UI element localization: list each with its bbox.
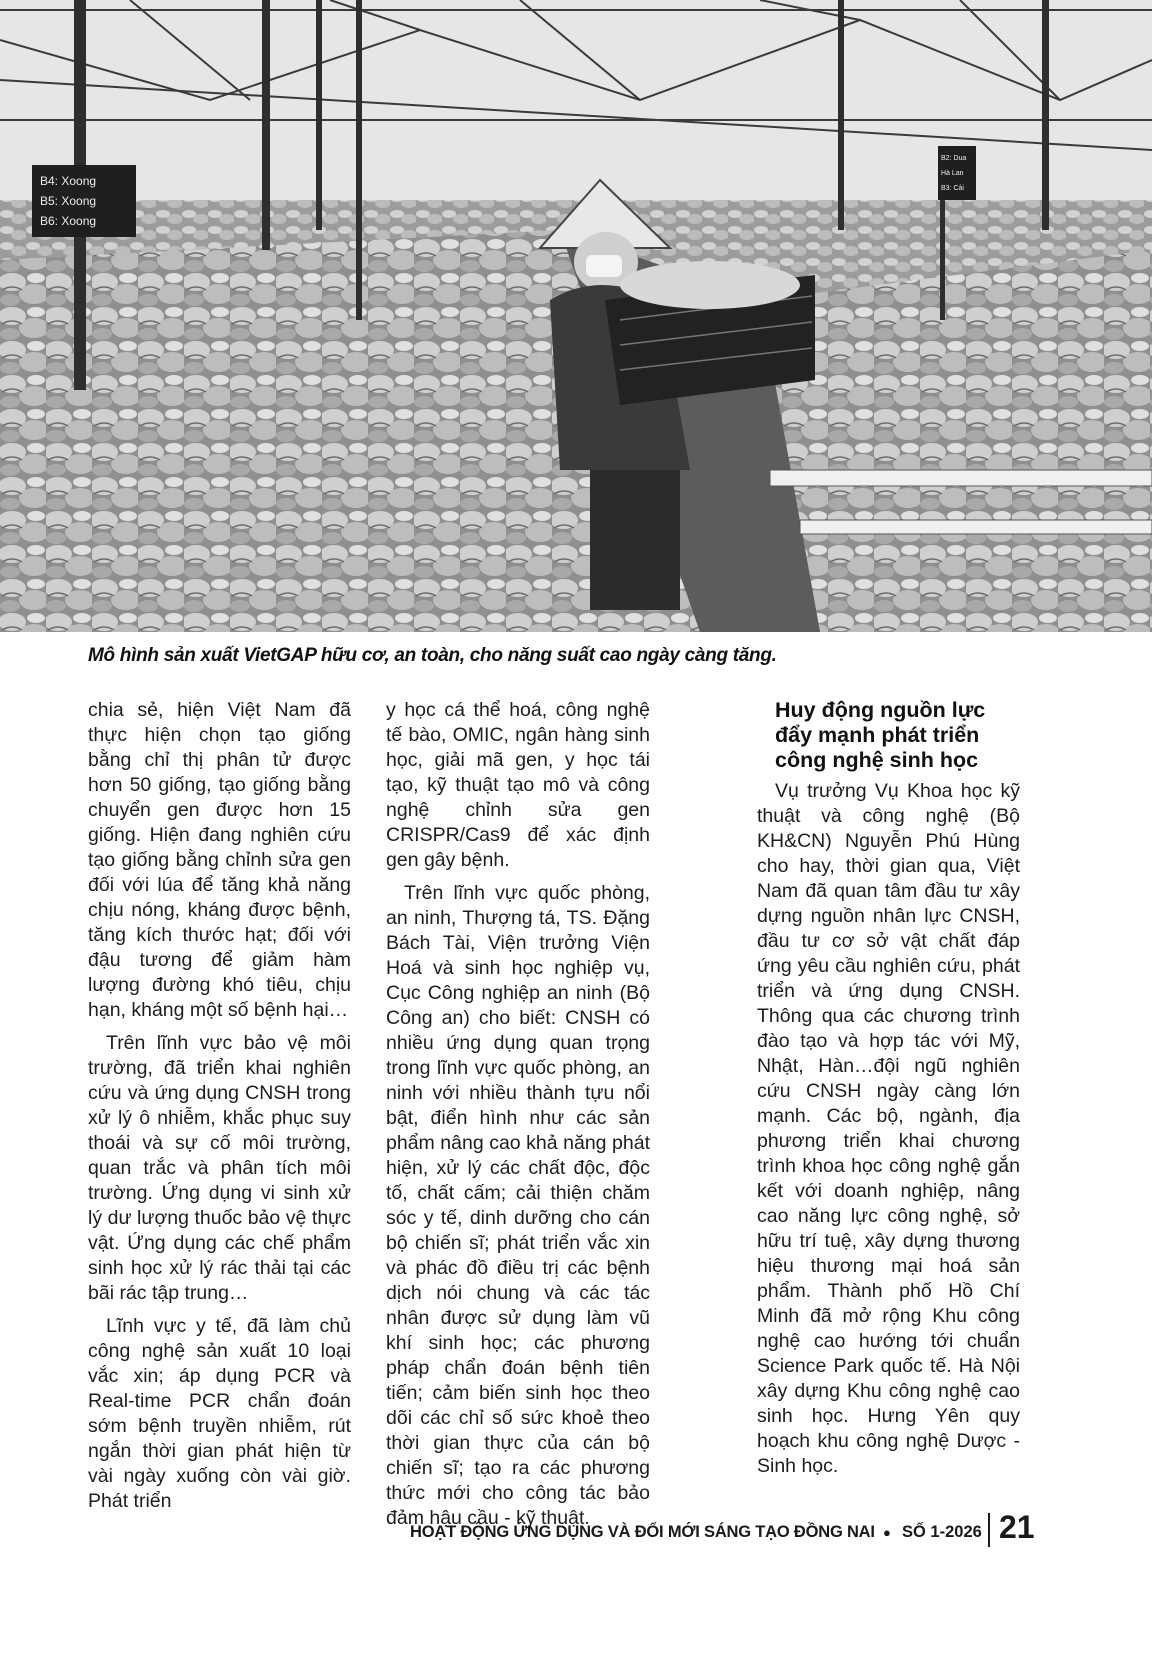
row-sign-right-line3: B3: Cải xyxy=(941,185,964,192)
article-column-2 xyxy=(386,698,650,1539)
section-heading: Huy động nguồn lực đẩy mạnh phát triển công nghệ sinh học xyxy=(775,698,986,772)
page-footer xyxy=(410,1509,1035,1553)
paragraph: Lĩnh vực y tế, đã làm chủ công nghệ sản xuất 10 loại vắc xin; áp dụng PCR và Real-time PCR chẩn đoán sớm bệnh truyền nhiễm, rút ngắn thời gian phát hiện từ vài ngày xuống còn vài giờ. Phát triển xyxy=(88,1315,351,1512)
page-number: 21 xyxy=(999,1509,1035,1545)
row-sign-left-line1: B4: Xoong xyxy=(40,174,97,188)
row-sign-left-line2: B5: Xoong xyxy=(40,194,97,208)
row-sign-right-line1: B2: Dua xyxy=(941,155,967,162)
greenhouse-illustration xyxy=(0,0,1152,632)
paragraph: Trên lĩnh vực bảo vệ môi trường, đã triển khai nghiên cứu và ứng dụng CNSH trong xử lý ô nhiễm, khắc phục suy thoái và sự cố môi trường, quan trắc và phân tích môi trường. Ứng dụng vi sinh xử lý dư lượng thuốc bảo vệ thực vật. Ứng dụng các chế phẩm sinh học xử lý rác thải tại các bãi rác tập trung… xyxy=(88,1032,351,1304)
issue-number: SỐ 1-2026 xyxy=(902,1523,982,1541)
bullet-separator-icon: ● xyxy=(883,1525,891,1540)
paragraph: Vụ trưởng Vụ Khoa học kỹ thuật và công nghệ (Bộ KH&CN) Nguyễn Phú Hùng cho hay, thời gian qua, Việt Nam đã quan tâm đầu tư xây dựng nguồn nhân lực CNSH, đầu tư cơ sở vật chất đáp ứng yêu cầu nghiên cứu, phát triển và ứng dụng CNSH. Thông qua các chương trình đào tạo và hợp tác với Mỹ, Nhật, Hàn…đội ngũ nghiên cứu CNSH ngày càng lớn mạnh. Các bộ, ngành, địa phương triển khai chương trình khoa học công nghệ gắn kết với doanh nghiệp, nâng cao năng lực công nghệ, sở hữu trí tuệ, xây dựng thương hiệu thương mại hoá sản phẩm. Thành phố Hồ Chí Minh đã mở rộng Khu công nghệ cao hướng tới chuẩn Science Park quốc tế. Hà Nội xây dựng Khu công nghệ cao sinh học. Hưng Yên quy hoạch khu công nghệ Dược - Sinh học. xyxy=(757,780,1020,1477)
greenhouse-photo xyxy=(0,0,1152,632)
paragraph: chia sẻ, hiện Việt Nam đã thực hiện chọn tạo giống bằng chỉ thị phân tử được hơn 50 giống, tạo giống bằng chuyển gen được hơn 15 giống. Hiện đang nghiên cứu tạo giống bằng chỉnh sửa gen đối với lúa để tăng khả năng chịu nóng, kháng được bệnh, tăng kích thước hạt; đối với đậu tương để giảm hàm lượng đường khó tiêu, chịu hạn, kháng một số bệnh hại… xyxy=(88,699,351,1021)
publication-title: HOẠT ĐỘNG ỨNG DỤNG VÀ ĐỔI MỚI SÁNG TẠO ĐỒNG NAI xyxy=(410,1523,875,1541)
paragraph: Trên lĩnh vực quốc phòng, an ninh, Thượng tá, TS. Đặng Bách Tài, Viện trưởng Viện Hoá và sinh học nghiệp vụ, Cục Công nghiệp an ninh (Bộ Công an) cho biết: CNSH có nhiều ứng dụng quan trọng trong lĩnh vực quốc phòng, an ninh với nhiều thành tựu nổi bật, điển hình như các sản phẩm nâng cao khả năng phát hiện, xử lý các chất độc, độc tố, chất cấm; cải thiện chăm sóc y tế, dinh dưỡng cho cán bộ chiến sĩ; phát triển vắc xin và phác đồ điều trị các bệnh dịch nói chung và các tác nhân được sử dụng làm vũ khí sinh học; các phương pháp chẩn đoán bệnh tiên tiến; cảm biến sinh học theo dõi các chỉ số sức khoẻ theo thời gian thực của cán bộ chiến sĩ; tạo ra các phương thức mới cho công tác bảo đảm hậu cầu - kỹ thuật. xyxy=(386,882,650,1529)
article-column-3 xyxy=(757,698,1020,1487)
photo-caption: Mô hình sản xuất VietGAP hữu cơ, an toàn, cho năng suất cao ngày càng tăng. xyxy=(88,645,777,666)
row-sign-left-line3: B6: Xoong xyxy=(40,214,97,228)
vertical-divider xyxy=(988,1513,990,1547)
article-column-1 xyxy=(88,698,351,1522)
row-sign-right-line2: Hà Lan xyxy=(941,170,964,177)
paragraph: y học cá thể hoá, công nghệ tế bào, OMIC, ngân hàng sinh học, giải mã gen, y học tái tạo, kỹ thuật tạo mô và công nghệ chỉnh sửa gen CRISPR/Cas9 để xác định gen gây bệnh. xyxy=(386,699,650,871)
